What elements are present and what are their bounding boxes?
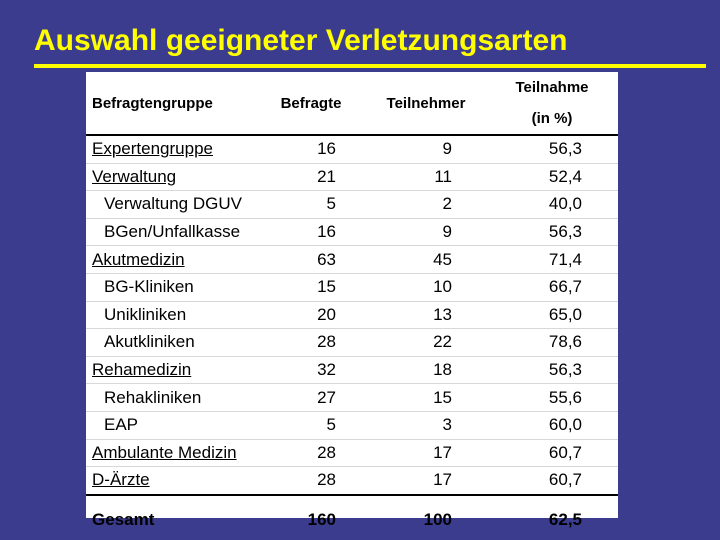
row-name-text: Rehamedizin <box>92 360 192 380</box>
header-participation-unit: (in %) <box>531 110 573 127</box>
row-participants: 9 <box>366 135 486 163</box>
row-name-text: Verwaltung <box>92 166 177 186</box>
row-name-text: BGen/Unfallkasse <box>104 222 241 242</box>
row-asked: 15 <box>256 273 366 301</box>
table-row <box>86 411 618 439</box>
row-asked: 21 <box>256 163 366 191</box>
row-name <box>86 246 256 274</box>
row-name-text: Rehakliniken <box>104 387 202 407</box>
row-pct: 65,0 <box>486 301 618 329</box>
row-name-text: D-Ärzte <box>92 470 150 490</box>
row-pct: 40,0 <box>486 191 618 219</box>
row-name <box>86 467 256 495</box>
row-asked: 20 <box>256 301 366 329</box>
row-name <box>86 218 256 246</box>
table-row <box>86 384 618 412</box>
row-participants: 17 <box>366 467 486 495</box>
table-row <box>86 467 618 495</box>
row-asked: 32 <box>256 356 366 384</box>
row-name <box>86 411 256 439</box>
row-pct: 78,6 <box>486 329 618 357</box>
row-name <box>86 301 256 329</box>
row-participants: 45 <box>366 246 486 274</box>
header-participation-label: Teilnahme <box>515 79 589 96</box>
row-pct: 66,7 <box>486 273 618 301</box>
row-name-text: Unikliniken <box>104 304 187 324</box>
table-row <box>86 163 618 191</box>
row-asked: 28 <box>256 329 366 357</box>
row-pct: 55,6 <box>486 384 618 412</box>
row-asked: 16 <box>256 218 366 246</box>
header-participants: Teilnehmer <box>366 72 486 135</box>
table-row <box>86 301 618 329</box>
row-name <box>86 356 256 384</box>
total-asked: 160 <box>256 495 366 537</box>
row-asked: 28 <box>256 467 366 495</box>
page-title: Auswahl geeigneter Verletzungsarten <box>34 24 568 57</box>
row-participants: 2 <box>366 191 486 219</box>
row-pct: 71,4 <box>486 246 618 274</box>
table-row <box>86 191 618 219</box>
row-participants: 11 <box>366 163 486 191</box>
row-pct: 56,3 <box>486 218 618 246</box>
table-row <box>86 218 618 246</box>
table-body <box>86 135 618 495</box>
row-pct: 52,4 <box>486 163 618 191</box>
table-row <box>86 439 618 467</box>
row-asked: 5 <box>256 411 366 439</box>
row-pct: 60,7 <box>486 467 618 495</box>
row-asked: 16 <box>256 135 366 163</box>
row-participants: 15 <box>366 384 486 412</box>
total-pct: 62,5 <box>486 495 618 537</box>
row-participants: 18 <box>366 356 486 384</box>
row-name <box>86 273 256 301</box>
participation-table <box>86 72 618 537</box>
header-participation <box>486 72 618 135</box>
table-row <box>86 329 618 357</box>
row-name-text: EAP <box>104 415 139 435</box>
total-participants: 100 <box>366 495 486 537</box>
row-participants: 10 <box>366 273 486 301</box>
row-name <box>86 135 256 163</box>
table-row <box>86 356 618 384</box>
table-header-row <box>86 72 618 135</box>
total-label: Gesamt <box>86 495 256 537</box>
row-asked: 27 <box>256 384 366 412</box>
title-underline <box>34 64 706 68</box>
row-asked: 63 <box>256 246 366 274</box>
row-name <box>86 191 256 219</box>
table-row <box>86 273 618 301</box>
table-panel <box>86 72 618 529</box>
row-name-text: Akutmedizin <box>92 249 185 269</box>
row-name-text: Expertengruppe <box>92 139 213 159</box>
header-group: Befragtengruppe <box>86 72 256 135</box>
row-pct: 56,3 <box>486 356 618 384</box>
row-asked: 5 <box>256 191 366 219</box>
row-name <box>86 329 256 357</box>
table-row <box>86 135 618 163</box>
row-participants: 22 <box>366 329 486 357</box>
row-name-text: Verwaltung DGUV <box>104 194 242 214</box>
row-pct: 60,7 <box>486 439 618 467</box>
row-participants: 17 <box>366 439 486 467</box>
row-name <box>86 163 256 191</box>
row-participants: 9 <box>366 218 486 246</box>
total-row <box>86 495 618 537</box>
row-pct: 56,3 <box>486 135 618 163</box>
table-row <box>86 246 618 274</box>
row-participants: 3 <box>366 411 486 439</box>
row-name-text: Akutkliniken <box>104 332 195 352</box>
row-pct: 60,0 <box>486 411 618 439</box>
header-asked: Befragte <box>256 72 366 135</box>
row-name <box>86 384 256 412</box>
row-name <box>86 439 256 467</box>
row-participants: 13 <box>366 301 486 329</box>
row-name-text: BG-Kliniken <box>104 277 194 297</box>
row-name-text: Ambulante Medizin <box>92 442 237 462</box>
row-asked: 28 <box>256 439 366 467</box>
